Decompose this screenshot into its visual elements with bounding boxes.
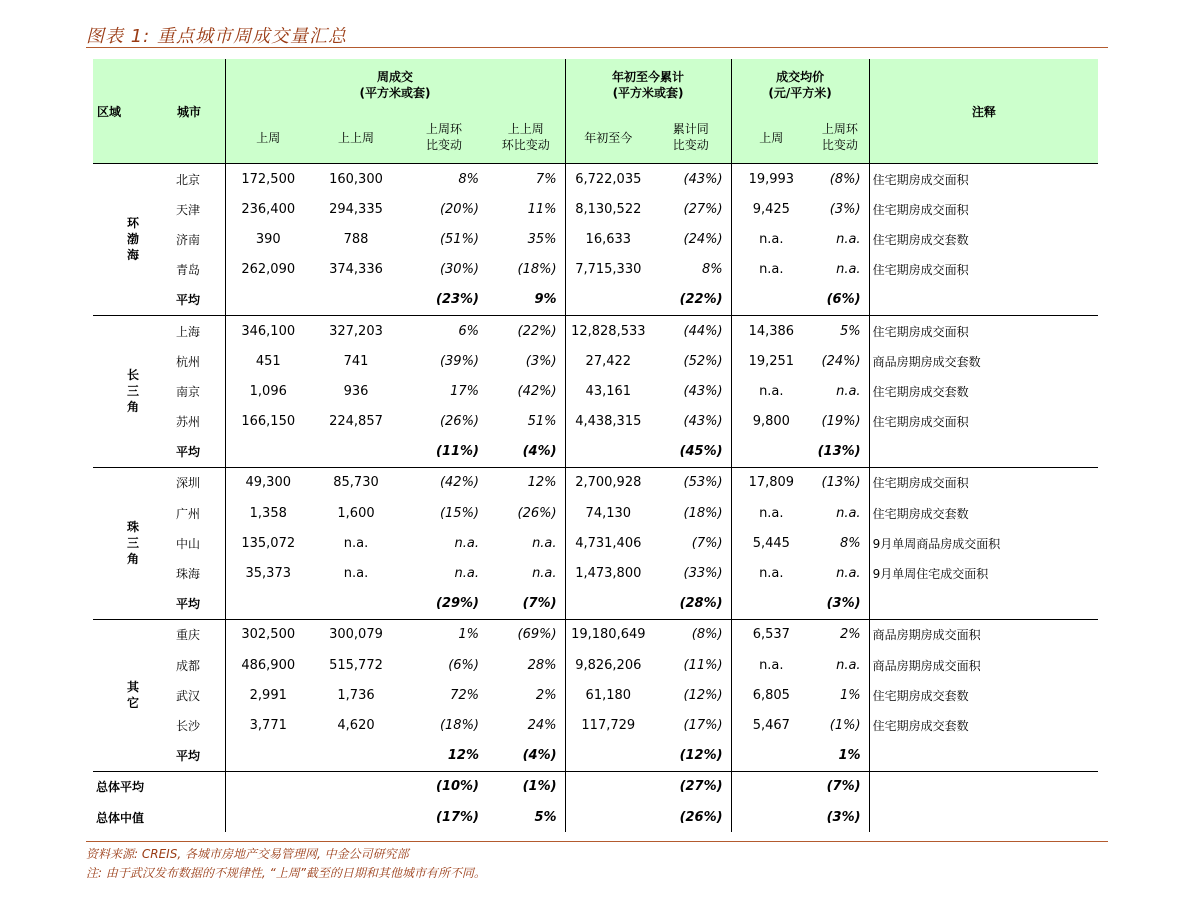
empty-note-cell xyxy=(869,802,1098,832)
header-ytd-unit: (平方米或套) xyxy=(612,86,684,100)
header-price xyxy=(731,59,869,111)
ytd-cell: 2,700,928 xyxy=(565,467,651,498)
prev-week-cell: 294,335 xyxy=(329,201,383,217)
table-row xyxy=(93,619,1098,650)
empty-note-cell xyxy=(869,741,1098,772)
header-price-label: 成交均价 xyxy=(776,70,825,84)
wow-prev-cell: 28% xyxy=(527,657,557,673)
prev-week-cell: 788 xyxy=(343,231,369,247)
prev-week-cell: 4,620 xyxy=(337,717,375,733)
header-ytd xyxy=(565,59,731,111)
region-cell xyxy=(93,315,173,467)
header-weekly-unit: (平方米或套) xyxy=(359,86,431,100)
transaction-table-container xyxy=(93,59,1098,832)
last-week-cell: 1,096 xyxy=(225,376,311,406)
empty-cell xyxy=(731,771,811,802)
ytd-cell: 19,180,649 xyxy=(565,619,651,650)
city-cell: 济南 xyxy=(176,232,201,247)
price-cell: n.a. xyxy=(731,376,811,406)
region-char: 三 xyxy=(126,536,139,551)
empty-cell xyxy=(565,802,651,832)
wow-cell: (30%) xyxy=(439,262,479,278)
empty-cell xyxy=(225,771,311,802)
average-label: 平均 xyxy=(173,589,225,620)
header-price-wow-line1: 上周环 xyxy=(821,122,858,136)
wow-prev-cell: 12% xyxy=(527,475,557,491)
ytd-cell: 61,180 xyxy=(565,680,651,710)
note-cell: 住宅期房成交套数 xyxy=(869,376,1098,406)
empty-cell xyxy=(731,437,811,468)
note-cell: 住宅期房成交套数 xyxy=(869,498,1098,528)
ytd-cell: 9,826,206 xyxy=(565,650,651,680)
table-row xyxy=(93,376,1098,406)
ytd-cell: 7,715,330 xyxy=(565,255,651,285)
empty-cell xyxy=(565,285,651,316)
region-char: 渤 xyxy=(126,232,139,247)
table-row xyxy=(93,164,1098,195)
note-cell: 住宅期房成交面积 xyxy=(869,407,1098,437)
avg-yoy-cell: (22%) xyxy=(651,285,731,316)
last-week-cell: 135,072 xyxy=(225,528,311,558)
avg-price-wow-cell: (6%) xyxy=(811,285,869,316)
wow-cell: (20%) xyxy=(439,201,479,217)
last-week-cell: 49,300 xyxy=(225,467,311,498)
wow-prev-cell: (3%) xyxy=(525,353,557,369)
header-price-wow-line2: 比变动 xyxy=(821,138,858,152)
region-char: 它 xyxy=(126,696,139,711)
price-cell: 6,537 xyxy=(731,619,811,650)
price-cell: n.a. xyxy=(731,498,811,528)
summary-wow-cell: (17%) xyxy=(436,809,479,825)
price-cell: n.a. xyxy=(731,255,811,285)
summary-yoy-cell: (26%) xyxy=(679,809,723,825)
table-row xyxy=(93,528,1098,558)
average-row xyxy=(93,285,1098,316)
table-row xyxy=(93,315,1098,346)
city-cell: 深圳 xyxy=(176,476,201,491)
ytd-cell: 8,130,522 xyxy=(565,194,651,224)
table-header xyxy=(93,59,1098,164)
table-row xyxy=(93,467,1098,498)
summary-row xyxy=(93,802,1098,832)
summary-label: 总体平均 xyxy=(96,780,145,795)
last-week-cell: 262,090 xyxy=(225,255,311,285)
region-char: 角 xyxy=(126,552,139,567)
price-wow-cell: n.a. xyxy=(836,383,861,399)
empty-note-cell xyxy=(869,285,1098,316)
header-yoy-line1: 累计同 xyxy=(672,122,709,136)
table-row xyxy=(93,194,1098,224)
price-cell: 9,425 xyxy=(731,194,811,224)
city-cell: 珠海 xyxy=(176,567,201,582)
empty-cell xyxy=(225,285,311,316)
last-week-cell: 2,991 xyxy=(225,680,311,710)
avg-yoy-cell: (45%) xyxy=(651,437,731,468)
empty-cell xyxy=(311,437,401,468)
empty-cell xyxy=(225,802,311,832)
wow-cell: 8% xyxy=(458,171,479,187)
wow-prev-cell: 2% xyxy=(535,687,557,703)
prev-week-cell: 160,300 xyxy=(329,171,383,187)
wow-cell: n.a. xyxy=(454,535,479,551)
table-row xyxy=(93,650,1098,680)
ytd-cell: 1,473,800 xyxy=(565,558,651,588)
footer-divider xyxy=(86,841,1108,842)
yoy-cell: (53%) xyxy=(683,475,723,491)
wow-prev-cell: (69%) xyxy=(517,627,557,643)
header-wow-prev xyxy=(487,111,565,164)
price-wow-cell: n.a. xyxy=(836,231,861,247)
summary-row xyxy=(93,771,1098,802)
note-cell: 住宅期房成交套数 xyxy=(869,680,1098,710)
last-week-cell: 166,150 xyxy=(225,407,311,437)
page-title: 图表 1: 重点城市周成交量汇总 xyxy=(86,26,347,47)
empty-cell xyxy=(731,589,811,620)
wow-prev-cell: n.a. xyxy=(532,566,557,582)
avg-yoy-cell: (28%) xyxy=(651,589,731,620)
yoy-cell: (18%) xyxy=(683,505,723,521)
yoy-cell: (44%) xyxy=(683,323,723,339)
empty-cell xyxy=(225,741,311,772)
yoy-cell: (52%) xyxy=(683,353,723,369)
wow-prev-cell: 35% xyxy=(527,231,557,247)
avg-wow-prev-cell: 9% xyxy=(487,285,565,316)
prev-week-cell: 1,600 xyxy=(337,505,375,521)
ytd-cell: 16,633 xyxy=(565,224,651,254)
region-cell xyxy=(93,619,173,771)
wow-cell: (42%) xyxy=(439,475,479,491)
header-weekly-label: 周成交 xyxy=(377,70,414,84)
price-cell: 5,467 xyxy=(731,710,811,740)
wow-cell: (26%) xyxy=(439,414,479,430)
wow-cell: (39%) xyxy=(439,353,479,369)
note-cell: 住宅期房成交面积 xyxy=(869,467,1098,498)
prev-week-cell: 374,336 xyxy=(329,262,383,278)
prev-week-cell: 85,730 xyxy=(333,475,379,491)
last-week-cell: 346,100 xyxy=(225,315,311,346)
table-row xyxy=(93,255,1098,285)
last-week-cell: 236,400 xyxy=(225,194,311,224)
table-row xyxy=(93,558,1098,588)
yoy-cell: (17%) xyxy=(683,717,723,733)
city-cell: 武汉 xyxy=(176,688,201,703)
table-row xyxy=(93,710,1098,740)
price-cell: 6,805 xyxy=(731,680,811,710)
wow-cell: n.a. xyxy=(454,566,479,582)
region-char: 环 xyxy=(126,216,139,231)
header-region: 区域 xyxy=(93,59,173,164)
price-cell: 19,993 xyxy=(731,164,811,195)
avg-wow-cell: 12% xyxy=(401,741,487,772)
region-cell xyxy=(93,467,173,619)
header-ytd-label: 年初至今累计 xyxy=(612,70,685,84)
average-row xyxy=(93,437,1098,468)
summary-wow-prev-cell: (1%) xyxy=(522,779,557,795)
last-week-cell: 3,771 xyxy=(225,710,311,740)
note-cell: 商品房期房成交套数 xyxy=(869,346,1098,376)
empty-cell xyxy=(731,285,811,316)
last-week-cell: 390 xyxy=(225,224,311,254)
header-price-unit: (元/平方米) xyxy=(768,86,832,100)
wow-cell: (51%) xyxy=(439,231,479,247)
region-char: 珠 xyxy=(126,520,139,535)
summary-label: 总体中值 xyxy=(96,810,145,825)
table-row xyxy=(93,407,1098,437)
note-cell: 住宅期房成交面积 xyxy=(869,315,1098,346)
note-cell: 9月单周住宅成交面积 xyxy=(869,558,1098,588)
summary-yoy-cell: (27%) xyxy=(679,779,723,795)
ytd-cell: 4,438,315 xyxy=(565,407,651,437)
wow-prev-cell: 7% xyxy=(535,171,557,187)
avg-wow-prev-cell: (4%) xyxy=(487,437,565,468)
price-cell: 5,445 xyxy=(731,528,811,558)
header-prev-week: 上上周 xyxy=(311,111,401,164)
transaction-table xyxy=(93,59,1098,832)
region-char: 三 xyxy=(126,384,139,399)
yoy-cell: (8%) xyxy=(691,627,723,643)
yoy-cell: 8% xyxy=(701,262,723,278)
prev-week-cell: 1,736 xyxy=(337,687,375,703)
ytd-cell: 6,722,035 xyxy=(565,164,651,195)
prev-week-cell: 224,857 xyxy=(329,414,383,430)
avg-wow-cell: (29%) xyxy=(401,589,487,620)
empty-cell xyxy=(565,589,651,620)
header-yoy xyxy=(651,111,731,164)
average-label: 平均 xyxy=(173,285,225,316)
empty-cell xyxy=(311,771,401,802)
wow-prev-cell: (18%) xyxy=(517,262,557,278)
empty-note-cell xyxy=(869,437,1098,468)
region-char: 角 xyxy=(126,400,139,415)
city-cell: 苏州 xyxy=(176,415,201,430)
price-wow-cell: n.a. xyxy=(836,657,861,673)
note-cell: 住宅期房成交面积 xyxy=(869,194,1098,224)
price-wow-cell: (3%) xyxy=(829,201,861,217)
ytd-cell: 12,828,533 xyxy=(565,315,651,346)
avg-wow-prev-cell: (7%) xyxy=(487,589,565,620)
region-char: 海 xyxy=(126,248,139,263)
average-row xyxy=(93,589,1098,620)
header-wow-prev-line2: 环比变动 xyxy=(501,138,550,152)
region-char: 其 xyxy=(126,680,139,695)
wow-cell: 72% xyxy=(450,687,479,703)
header-ytd-value: 年初至今 xyxy=(565,111,651,164)
empty-cell xyxy=(311,741,401,772)
last-week-cell: 451 xyxy=(225,346,311,376)
empty-cell xyxy=(311,589,401,620)
table-row xyxy=(93,346,1098,376)
price-wow-cell: (19%) xyxy=(821,414,861,430)
yoy-cell: (43%) xyxy=(683,171,723,187)
ytd-cell: 27,422 xyxy=(565,346,651,376)
price-wow-cell: n.a. xyxy=(836,262,861,278)
note-cell: 住宅期房成交套数 xyxy=(869,710,1098,740)
city-cell: 北京 xyxy=(176,172,201,187)
note-cell: 9月单周商品房成交面积 xyxy=(869,528,1098,558)
summary-price-wow-cell: (7%) xyxy=(826,779,861,795)
table-row xyxy=(93,224,1098,254)
summary-wow-cell: (10%) xyxy=(436,779,479,795)
empty-cell xyxy=(225,589,311,620)
last-week-cell: 486,900 xyxy=(225,650,311,680)
empty-cell xyxy=(565,771,651,802)
note-cell: 住宅期房成交面积 xyxy=(869,164,1098,195)
wow-cell: (6%) xyxy=(448,657,479,673)
price-cell: n.a. xyxy=(731,224,811,254)
wow-prev-cell: (22%) xyxy=(517,323,557,339)
empty-cell xyxy=(311,285,401,316)
region-char: 长 xyxy=(126,368,139,383)
prev-week-cell: 741 xyxy=(343,353,369,369)
prev-week-cell: 515,772 xyxy=(329,657,383,673)
empty-cell xyxy=(731,802,811,832)
city-cell: 天津 xyxy=(176,202,201,217)
wow-cell: (15%) xyxy=(439,505,479,521)
header-yoy-line2: 比变动 xyxy=(672,138,709,152)
city-cell: 中山 xyxy=(176,536,201,551)
yoy-cell: (11%) xyxy=(683,657,723,673)
average-label: 平均 xyxy=(173,741,225,772)
ytd-cell: 4,731,406 xyxy=(565,528,651,558)
yoy-cell: (43%) xyxy=(683,414,723,430)
yoy-cell: (43%) xyxy=(683,383,723,399)
city-cell: 上海 xyxy=(176,324,201,339)
summary-wow-prev-cell: 5% xyxy=(534,809,557,825)
price-cell: 17,809 xyxy=(731,467,811,498)
empty-cell xyxy=(731,741,811,772)
note-cell: 住宅期房成交套数 xyxy=(869,224,1098,254)
header-weekly xyxy=(225,59,565,111)
header-wow-line2: 比变动 xyxy=(425,138,462,152)
city-cell: 杭州 xyxy=(176,354,201,369)
ytd-cell: 43,161 xyxy=(565,376,651,406)
price-wow-cell: n.a. xyxy=(836,505,861,521)
price-cell: 14,386 xyxy=(731,315,811,346)
empty-note-cell xyxy=(869,589,1098,620)
city-cell: 青岛 xyxy=(176,263,201,278)
city-cell: 成都 xyxy=(176,658,201,673)
price-wow-cell: 8% xyxy=(839,535,861,551)
wow-prev-cell: n.a. xyxy=(532,535,557,551)
last-week-cell: 35,373 xyxy=(225,558,311,588)
yoy-cell: (7%) xyxy=(691,535,723,551)
header-price-last: 上周 xyxy=(731,111,811,164)
empty-cell xyxy=(565,741,651,772)
ytd-cell: 117,729 xyxy=(565,710,651,740)
wow-cell: 6% xyxy=(458,323,479,339)
city-cell: 广州 xyxy=(176,506,201,521)
price-cell: 19,251 xyxy=(731,346,811,376)
header-last-week: 上周 xyxy=(225,111,311,164)
wow-prev-cell: 11% xyxy=(527,201,557,217)
price-cell: n.a. xyxy=(731,558,811,588)
region-cell xyxy=(93,164,173,316)
summary-price-wow-cell: (3%) xyxy=(826,809,861,825)
empty-cell xyxy=(565,437,651,468)
price-cell: 9,800 xyxy=(731,407,811,437)
prev-week-cell: n.a. xyxy=(343,535,369,551)
header-wow-line1: 上周环 xyxy=(425,122,462,136)
price-wow-cell: 5% xyxy=(839,323,861,339)
price-cell: n.a. xyxy=(731,650,811,680)
avg-price-wow-cell: (13%) xyxy=(811,437,869,468)
header-price-wow xyxy=(811,111,869,164)
wow-cell: 17% xyxy=(450,383,479,399)
avg-price-wow-cell: (3%) xyxy=(811,589,869,620)
source-note: 资料来源: CREIS, 各城市房地产交易管理网, 中金公司研究部 xyxy=(86,847,409,861)
empty-note-cell xyxy=(869,771,1098,802)
table-row xyxy=(93,680,1098,710)
yoy-cell: (12%) xyxy=(683,687,723,703)
prev-week-cell: 936 xyxy=(343,383,369,399)
yoy-cell: (24%) xyxy=(683,231,723,247)
average-label: 平均 xyxy=(173,437,225,468)
note-cell: 住宅期房成交面积 xyxy=(869,255,1098,285)
city-cell: 长沙 xyxy=(176,718,201,733)
empty-cell xyxy=(225,437,311,468)
wow-prev-cell: (42%) xyxy=(517,383,557,399)
table-body xyxy=(93,164,1098,833)
price-wow-cell: n.a. xyxy=(836,566,861,582)
city-cell: 重庆 xyxy=(176,628,201,643)
note-cell: 商品房期房成交面积 xyxy=(869,650,1098,680)
yoy-cell: (33%) xyxy=(683,566,723,582)
wow-cell: 1% xyxy=(458,627,479,643)
price-wow-cell: (24%) xyxy=(821,353,861,369)
avg-price-wow-cell: 1% xyxy=(811,741,869,772)
prev-week-cell: n.a. xyxy=(343,566,369,582)
avg-yoy-cell: (12%) xyxy=(651,741,731,772)
last-week-cell: 172,500 xyxy=(225,164,311,195)
header-wow-prev-line1: 上上周 xyxy=(507,122,544,136)
header-city: 城市 xyxy=(173,59,225,164)
table-row xyxy=(93,498,1098,528)
avg-wow-cell: (11%) xyxy=(401,437,487,468)
empty-cell xyxy=(311,802,401,832)
avg-wow-prev-cell: (4%) xyxy=(487,741,565,772)
price-wow-cell: 1% xyxy=(839,687,861,703)
price-wow-cell: (13%) xyxy=(821,475,861,491)
price-wow-cell: (8%) xyxy=(829,171,861,187)
price-wow-cell: 2% xyxy=(839,627,861,643)
footnote: 注: 由于武汉发布数据的不规律性, “上周”截至的日期和其他城市有所不同。 xyxy=(86,866,486,880)
last-week-cell: 1,358 xyxy=(225,498,311,528)
wow-prev-cell: 51% xyxy=(527,414,557,430)
title-divider xyxy=(86,47,1108,48)
header-note: 注释 xyxy=(869,59,1098,164)
header-wow xyxy=(401,111,487,164)
yoy-cell: (27%) xyxy=(683,201,723,217)
prev-week-cell: 300,079 xyxy=(329,627,383,643)
ytd-cell: 74,130 xyxy=(565,498,651,528)
last-week-cell: 302,500 xyxy=(225,619,311,650)
average-row xyxy=(93,741,1098,772)
avg-wow-cell: (23%) xyxy=(401,285,487,316)
note-cell: 商品房期房成交面积 xyxy=(869,619,1098,650)
wow-prev-cell: 24% xyxy=(527,717,557,733)
wow-prev-cell: (26%) xyxy=(517,505,557,521)
wow-cell: (18%) xyxy=(439,717,479,733)
price-wow-cell: (1%) xyxy=(829,717,861,733)
prev-week-cell: 327,203 xyxy=(329,323,383,339)
city-cell: 南京 xyxy=(176,384,201,399)
